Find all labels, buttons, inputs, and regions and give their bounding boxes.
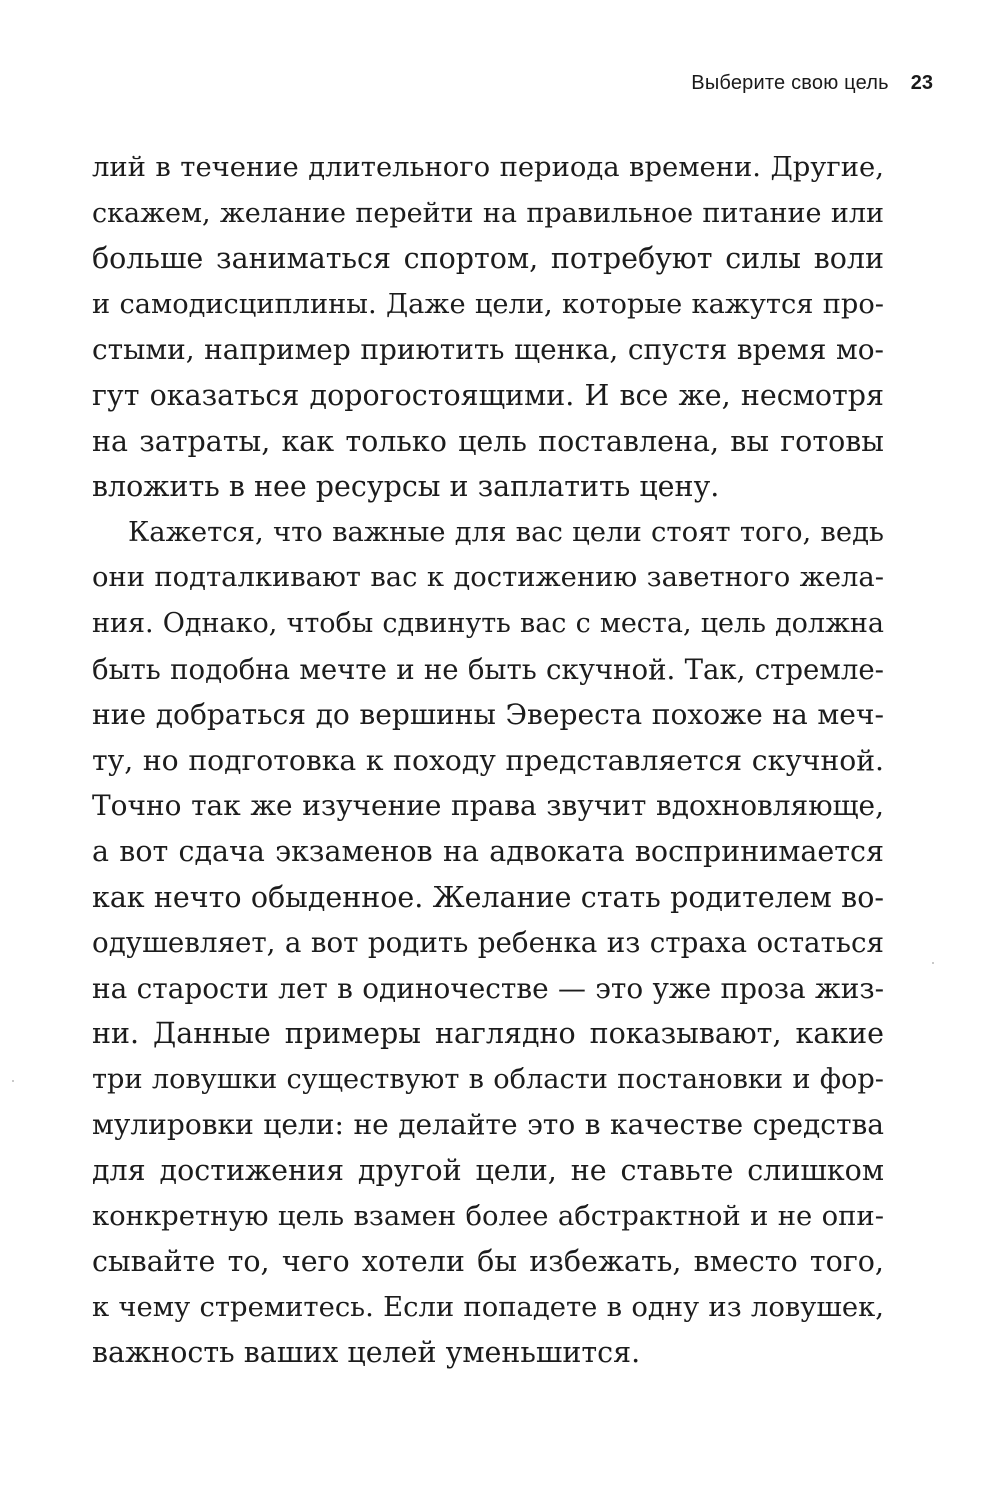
page-number: 23 — [910, 72, 933, 94]
text-line: для достижения другой цели, не ставьте слишком — [92, 1154, 884, 1188]
scan-speck — [12, 1080, 14, 1082]
paragraph-2 — [92, 510, 884, 1376]
text-line: больше заниматься спортом, потребуют силы воли — [92, 242, 884, 276]
text-line: лий в течение длительного периода времени. Другие, — [92, 152, 884, 183]
text-line: три ловушки существуют в области постановки и фор- — [92, 1063, 884, 1095]
text-line: Кажется, что важные для вас цели стоят того, ведь — [128, 516, 884, 548]
scan-speck — [932, 962, 934, 964]
text-line: Точно так же изучение права звучит вдохновляюще, — [92, 789, 884, 823]
text-line: ту, но подготовка к походу представляется скучной. — [92, 743, 884, 777]
text-line: одушевляет, а вот родить ребенка из страха остаться — [92, 926, 884, 960]
text-line: ни. Данные примеры наглядно показывают, какие — [92, 1017, 884, 1051]
text-line: вложить в нее ресурсы и заплатить цену. — [92, 470, 720, 504]
text-line: они подталкивают вас к достижению заветного жела- — [92, 562, 884, 594]
text-line: к чему стремитесь. Если попадете в одну из ловушек, — [92, 1291, 884, 1323]
text-line: на старости лет в одиночестве — это уже проза жиз- — [92, 971, 884, 1005]
text-line: стыми, например приютить щенка, спустя время мо- — [92, 333, 884, 367]
text-line: скажем, желание перейти на правильное питание или — [92, 197, 884, 229]
text-line: конкретную цель взамен более абстрактной и не опи- — [92, 1200, 884, 1232]
text-line: сывайте то, чего хотели бы избежать, вместо того, — [92, 1245, 884, 1279]
body-text — [92, 145, 884, 1376]
text-line: ния. Однако, чтобы сдвинуть вас с места, цель должна — [92, 607, 884, 639]
text-line: как нечто обыденное. Желание стать родителем во- — [92, 880, 884, 914]
paragraph-1 — [92, 145, 884, 510]
text-line: мулировки цели: не делайте это в качестве средства — [92, 1108, 884, 1142]
text-line: быть подобна мечте и не быть скучной. Так, стремле- — [92, 652, 884, 686]
running-title: Выберите свою цель — [691, 72, 889, 94]
text-line: на затраты, как только цель поставлена, вы готовы — [92, 424, 884, 458]
running-header — [691, 72, 933, 95]
text-line: а вот сдача экзаменов на адвоката воспринимается — [92, 834, 884, 868]
text-line: и самодисциплины. Даже цели, которые кажутся про- — [92, 288, 884, 320]
text-line: важность ваших целей уменьшится. — [92, 1336, 641, 1370]
text-line: гут оказаться дорогостоящими. И все же, несмотря — [92, 378, 884, 412]
text-line: ние добраться до вершины Эвереста похоже на меч- — [92, 698, 884, 732]
